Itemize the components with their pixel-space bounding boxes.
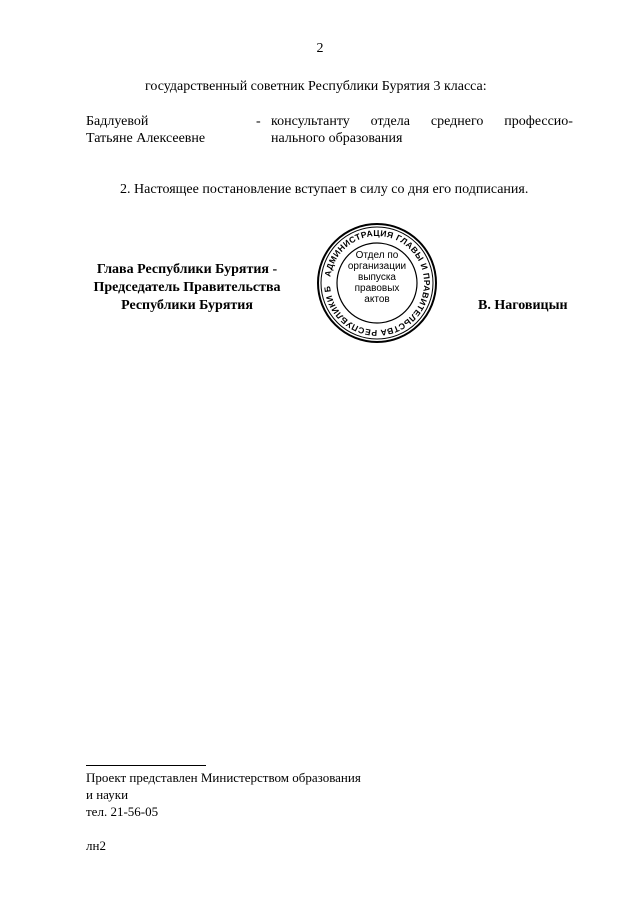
position-line-2: нального образования [271,131,403,146]
appointee-surname: Бадлуевой [86,114,149,129]
appointee-name: Татьяне Алексеевне [86,131,206,146]
footer-separator [86,765,206,766]
position-word: среднего [430,114,484,129]
stamp-center-line: Отдел по [355,250,399,261]
official-stamp [316,222,438,344]
position-word: отдела [370,114,410,129]
appointee-dash: - [256,114,261,129]
stamp-center-text [316,250,438,305]
footer-line-2: и науки [86,787,129,802]
footer-line-1: Проект представлен Министерством образования [86,770,361,785]
clause-2: 2. Настоящее постановление вступает в силу со дня его подписания. [120,182,529,197]
position-word: консультанту [271,114,350,129]
position-line-1 [271,113,573,130]
position-word: профессио- [504,114,573,129]
signature-title-line-1: Глава Республики Бурятия - [96,262,278,277]
stamp-center-line: правовых [354,283,400,294]
footer-code: лн2 [86,838,106,853]
stamp-center-line: актов [364,294,390,305]
stamp-ring-text: АДМИНИСТРАЦИЯ ГЛАВЫ И ПРАВИТЕЛЬСТВА РЕСПУБЛИКИ Б [322,227,433,339]
page-number: 2 [316,41,324,56]
signature-title-line-3: Республики Бурятия [121,298,253,313]
stamp-center-line: выпуска [358,272,396,283]
stamp-center-line: организации [347,261,407,272]
signer-name: В. Наговицын [478,298,568,313]
footer-phone: тел. 21-56-05 [86,804,159,819]
signature-title-line-2: Председатель Правительства [93,280,281,295]
rank-heading: государственный советник Республики Бурятия 3 класса: [145,79,487,94]
